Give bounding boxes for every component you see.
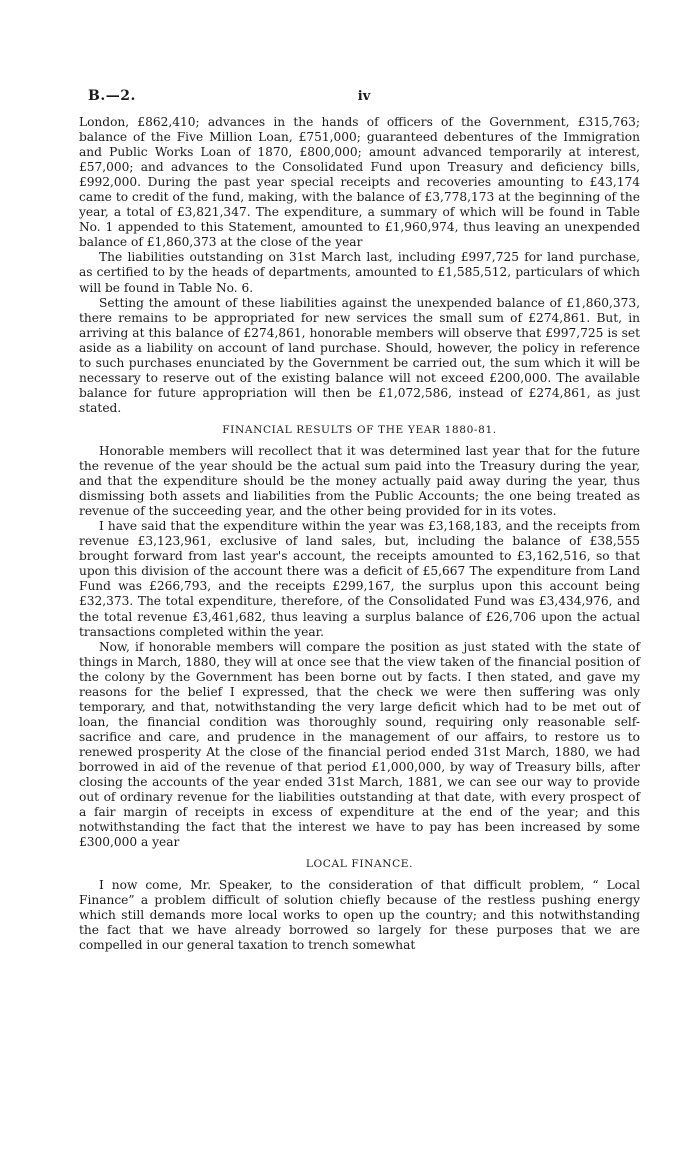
paragraph: London, £862,410; advances in the hands of officers of the Government, £315,763; balance of the Five Million Loan, £751,000; guaranteed debentures of the Immigration and Public Works Loan of 1870, £800,000; amount advanced temporarily at interest, £57,000; and advances to the Consolidated Fund upon Treasury and deficiency bills, £992,000. During the past year special receipts and recoveries amounting to £43,174 came to credit of the fund, making, with the balance of £3,778,173 at the beginning of the year, a total of £3,821,347. The expenditure, a summary of which will be found in Table No. 1 appended to this Statement, amounted to £1,960,974, thus leaving an unexpended balance of £1,860,373 at the close of the year <box>79 115 640 250</box>
paragraph: I now come, Mr. Speaker, to the consideration of that difficult problem, “ Local Finance” a problem difficult of solution chiefly because of the restless pushing energy which still demands more local works to open up the country; and this notwithstanding the fact that we have already borrowed so largely for these purposes that we are compelled in our general taxation to trench somewhat <box>79 878 640 953</box>
body-text <box>79 115 640 954</box>
document-reference: B.—2. <box>88 88 136 104</box>
paragraph: Honorable members will recollect that it was determined last year that for the future the revenue of the year should be the actual sum paid into the Treasury during the year, and that the expenditure should be the money actually paid away during the year, thus dismissing both assets and liabilities from the Public Accounts; the one being treated as revenue of the succeeding year, and the other being provided for in its votes. <box>79 443 640 519</box>
paragraph: I have said that the expenditure within the year was £3,168,183, and the receipts from revenue £3,123,961, exclusive of land sales, but, including the balance of £38,555 brought forward from last year's account, the receipts amounted to £3,162,516, so that upon this division of the account there was a deficit of £5,667 The expenditure from Land Fund was £266,793, and the receipts £299,167, the surplus upon this account being £32,373. The total expenditure, therefore, of the Consolidated Fund was £3,434,976, and the total revenue £3,461,682, thus leaving a surplus balance of £26,706 upon the actual transactions completed within the year. <box>79 519 640 639</box>
paragraph: The liabilities outstanding on 31st March last, including £997,725 for land purchase, as certified to by the heads of departments, amounted to £1,585,512, particulars of which will be found in Table No. 6. <box>79 250 640 295</box>
paragraph: Setting the amount of these liabilities against the unexpended balance of £1,860,373, there remains to be appropriated for new services the small sum of £274,861. But, in arriving at this balance of £274,861, honorable members will observe that £997,725 is set aside as a liability on account of land purchase. Should, however, the policy in reference to such purchases enunciated by the Government be carried out, the sum which it will be necessary to reserve out of the existing balance will not exceed £200,000. The available balance for future appropriation will then be £1,072,586, instead of £274,861, as just stated. <box>79 295 640 415</box>
page-number: iv <box>357 89 371 104</box>
section-heading: FINANCIAL RESULTS OF THE YEAR 1880-81. <box>222 423 497 436</box>
page-header <box>88 88 640 108</box>
paragraph: Now, if honorable members will compare the position as just stated with the state of things in March, 1880, they will at once see that the view taken of the financial position of the colony by the Government has been borne out by facts. I then stated, and gave my reasons for the belief I expressed, that the check we were then suffering was only temporary, and that, notwithstanding the very large deficit which had to be met out of loan, the financial condition was thoroughly sound, requiring only reasonable self-sacrifice and care, and prudence in the management of our affairs, to restore us to renewed prosperity At the close of the financial period ended 31st March, 1880, we had borrowed in aid of the revenue of that period £1,000,000, by way of Treasury bills, after closing the accounts of the year ended 31st March, 1881, we can see our way to provide out of ordinary revenue for the liabilities outstanding at that date, with every prospect of a fair margin of receipts in excess of expenditure at the end of the year; and this notwithstanding the fact that the interest we have to pay has been increased by some £300,000 a year <box>79 639 640 850</box>
section-heading: LOCAL FINANCE. <box>305 858 414 871</box>
